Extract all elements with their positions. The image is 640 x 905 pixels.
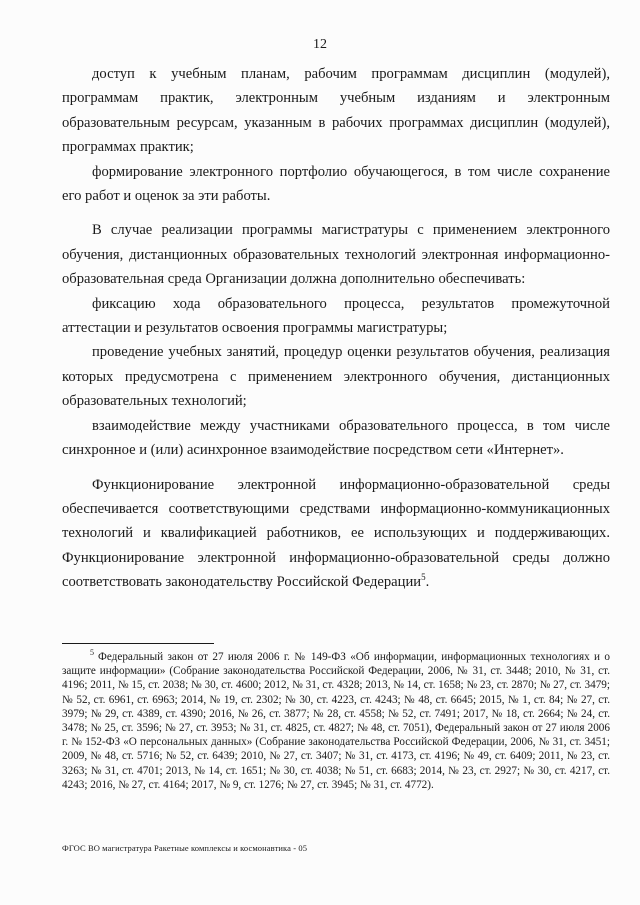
footnote-mark: 5 [90, 648, 94, 658]
footnote-separator [62, 643, 214, 644]
page-footer: ФГОС ВО магистратура Ракетные комплексы и космонавтика - 05 [62, 843, 308, 853]
paragraph: взаимодействие между участниками образовательного процесса, в том числе синхронное и (или) асинхронное взаимодействие посредством сети «Интернет». [62, 417, 610, 459]
paragraph: проведение учебных занятий, процедур оценки результатов обучения, реализация которых предусмотрена с применением электронного обучения, дистанционных образовательных технологий; [62, 344, 610, 410]
paragraph-text: Функционирование электронной информационно-образовательной среды обеспечивается соответствующими средствами информационно-коммуникационных технологий и квалификацией работников, ее использующих и поддерживающих. Функционирование электронной информационно-образовательной среды должно соответствовать законодательству Российской Федерации [62, 476, 610, 591]
paragraph: В случае реализации программы магистратуры с применением электронного обучения, дистанционных образовательных технологий электронная информационно-образовательная среда Организации должна дополнительно обеспечивать: [62, 222, 610, 288]
footnote-reference: 5 [421, 572, 426, 583]
paragraph: формирование электронного портфолио обучающегося, в том числе сохранение его работ и оценок за эти работы. [62, 163, 610, 205]
footnote [62, 650, 610, 792]
page-number: 12 [313, 37, 327, 52]
paragraph: доступ к учебным планам, рабочим программам дисциплин (модулей), программам практик, электронным учебным изданиям и электронным образовательным ресурсам, указанным в рабочих программах дисциплин (модулей), программах практик; [62, 66, 610, 156]
paragraph-with-footnote: Функционирование электронной информационно-образовательной среды обеспечивается соответствующими средствами информационно-коммуникационных технологий и квалификацией работников, ее использующих и поддерживающих. Функционирование электронной информационно-образовательной среды должно соответствовать законодательству Российской Федерации$^5$. [62, 476, 610, 591]
footnote-text: Федеральный закон от 27 июля 2006 г. № 149-ФЗ «Об информации, информационных технологиях и о защите информации» (Собрание законодательства Российской Федерации, 2006, № 31, ст. 3448; 2010, № 31, ст. 4196; 2011, № 15, ст. 2038; № 30, ст. 4600; 2012, № 31, ст. 4328; 2013, № 14, ст. 1658; № 23, ст. 2870; № 27, ст. 3479; № 52, ст. 6961, ст. 6963; 2014, № 19, ст. 2302; № 30, ст. 4223, ст. 4243; № 48, ст. 6645; 2015, № 1, ст. 84; № 27, ст. 3979; № 29, ст. 4389, ст. 4390; 2016, № 26, ст. 3877; № 28, ст. 4558; № 52, ст. 7491; 2017, № 18, ст. 2664; № 24, ст. 3478; № 25, ст. 3596; № 27, ст. 3953; № 31, ст. 4825, ст. 4827; № 48, ст. 7051), Федеральный закон от 27 июля 2006 г. № 152-ФЗ «О персональных данных» (Собрание законодательства Российской Федерации, 2006, № 31, ст. 3451; 2009, № 48, ст. 5716; № 52, ст. 6439; 2010, № 27, ст. 3407; № 31, ст. 4173, ст. 4196; № 49, ст. 6409; 2011, № 23, ст. 3263; № 31, ст. 4701; 2013, № 14, ст. 1651; № 30, ст. 4038; № 51, ст. 6683; 2014, № 23, ст. 2927; № 30, ст. 4217, ст. 4243; 2016, № 27, ст. 4164; 2017, № 9, ст. 1276; № 27, ст. 3945; № 31, ст. 4772). [62, 651, 610, 791]
body-text [62, 62, 610, 595]
paragraph: фиксацию хода образовательного процесса, результатов промежуточной аттестации и результатов освоения программы магистратуры; [62, 295, 610, 337]
